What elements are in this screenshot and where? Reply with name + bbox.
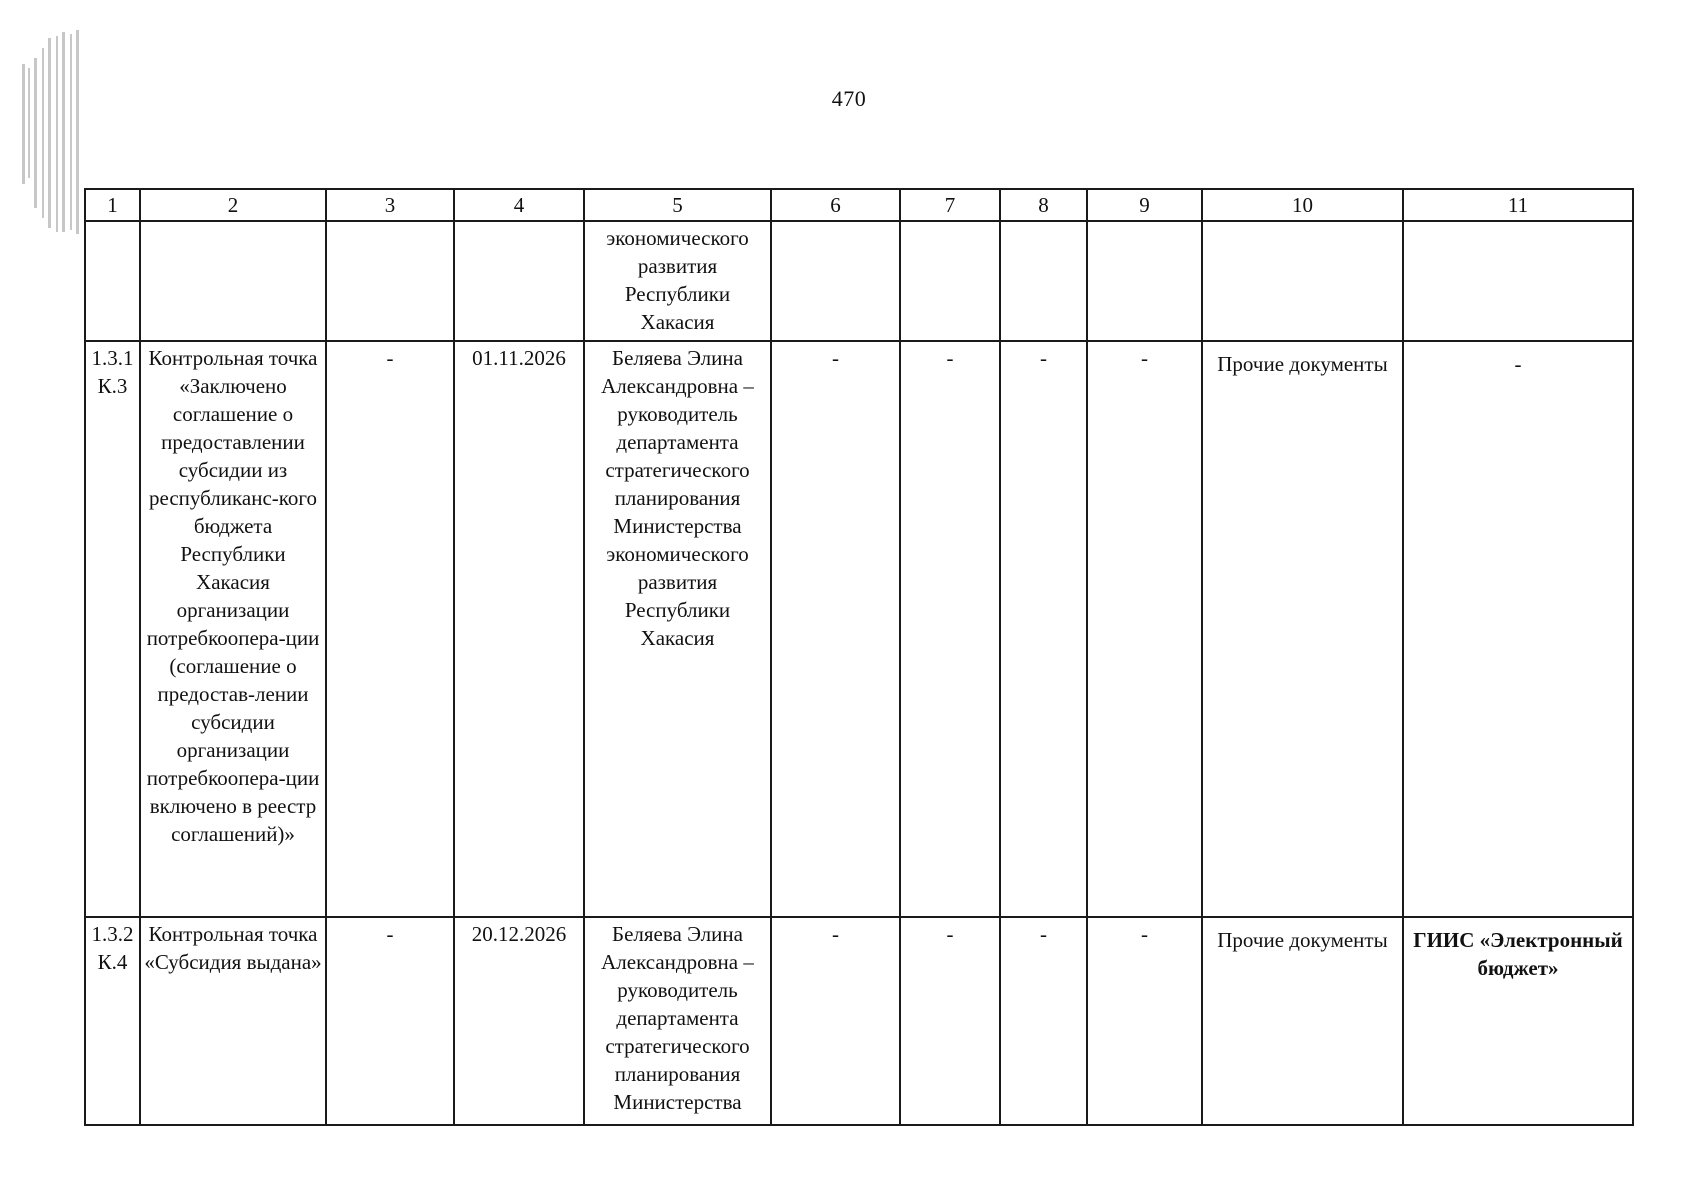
control-point-name-cell: Контрольная точка «Заключено соглашение о предоставлении субсидии из республиканс-кого бюджета Республики Хакасия организации потребкоопера-ции (соглашение о предостав-лении субсидии организации потребкоопера-ции включено в реестр соглашений)» (140, 341, 326, 917)
table-cell: - (1000, 917, 1087, 1125)
table-cell: - (326, 341, 454, 917)
table-cell: - (771, 341, 900, 917)
table-row-1-3-1 (85, 341, 1633, 917)
table-cell: - (1087, 917, 1202, 1125)
table-cell (900, 221, 1000, 341)
column-header: 11 (1403, 189, 1633, 221)
table-row-1-3-2 (85, 917, 1633, 1125)
table-cell (771, 221, 900, 341)
table-cell (85, 221, 140, 341)
column-header: 6 (771, 189, 900, 221)
information-system-cell: - (1403, 341, 1633, 917)
table-cell: - (900, 341, 1000, 917)
table-cell (326, 221, 454, 341)
table-cell: - (1087, 341, 1202, 917)
table-cell: - (1000, 341, 1087, 917)
column-header: 1 (85, 189, 140, 221)
table-cell (1087, 221, 1202, 341)
column-header: 4 (454, 189, 584, 221)
document-type-cell: Прочие документы (1202, 341, 1403, 917)
data-table (84, 188, 1634, 1126)
table-cell: - (326, 917, 454, 1125)
control-point-name-cell: Контрольная точка «Субсидия выдана» (140, 917, 326, 1125)
date-cell: 01.11.2026 (454, 341, 584, 917)
table-row-continuation (85, 221, 1633, 341)
scan-stamp-mark (18, 28, 84, 238)
column-header: 9 (1087, 189, 1202, 221)
column-header: 3 (326, 189, 454, 221)
table-cell (1000, 221, 1087, 341)
table-cell (454, 221, 584, 341)
table-cell (140, 221, 326, 341)
column-header: 10 (1202, 189, 1403, 221)
date-cell: 20.12.2026 (454, 917, 584, 1125)
column-header: 2 (140, 189, 326, 221)
table-cell: - (900, 917, 1000, 1125)
column-header: 5 (584, 189, 771, 221)
document-type-cell: Прочие документы (1202, 917, 1403, 1125)
responsible-person-cell: Беляева Элина Александровна – руководитель департамента стратегического планирования Министерства (584, 917, 771, 1125)
row-number-cell: 1.3.1 К.3 (85, 341, 140, 917)
table-cell: - (771, 917, 900, 1125)
page-number: 470 (831, 86, 867, 111)
column-header: 7 (900, 189, 1000, 221)
table-cell (1202, 221, 1403, 341)
row-number-cell: 1.3.2 К.4 (85, 917, 140, 1125)
table-cell (1403, 221, 1633, 341)
responsible-person-cell: Беляева Элина Александровна – руководитель департамента стратегического планирования Министерства экономического развития Республики Хакасия (584, 341, 771, 917)
table-cell: экономического развития Республики Хакасия (584, 221, 771, 341)
table-header-row (85, 189, 1633, 221)
column-header: 8 (1000, 189, 1087, 221)
information-system-cell: ГИИС «Электронный бюджет» (1403, 917, 1633, 1125)
